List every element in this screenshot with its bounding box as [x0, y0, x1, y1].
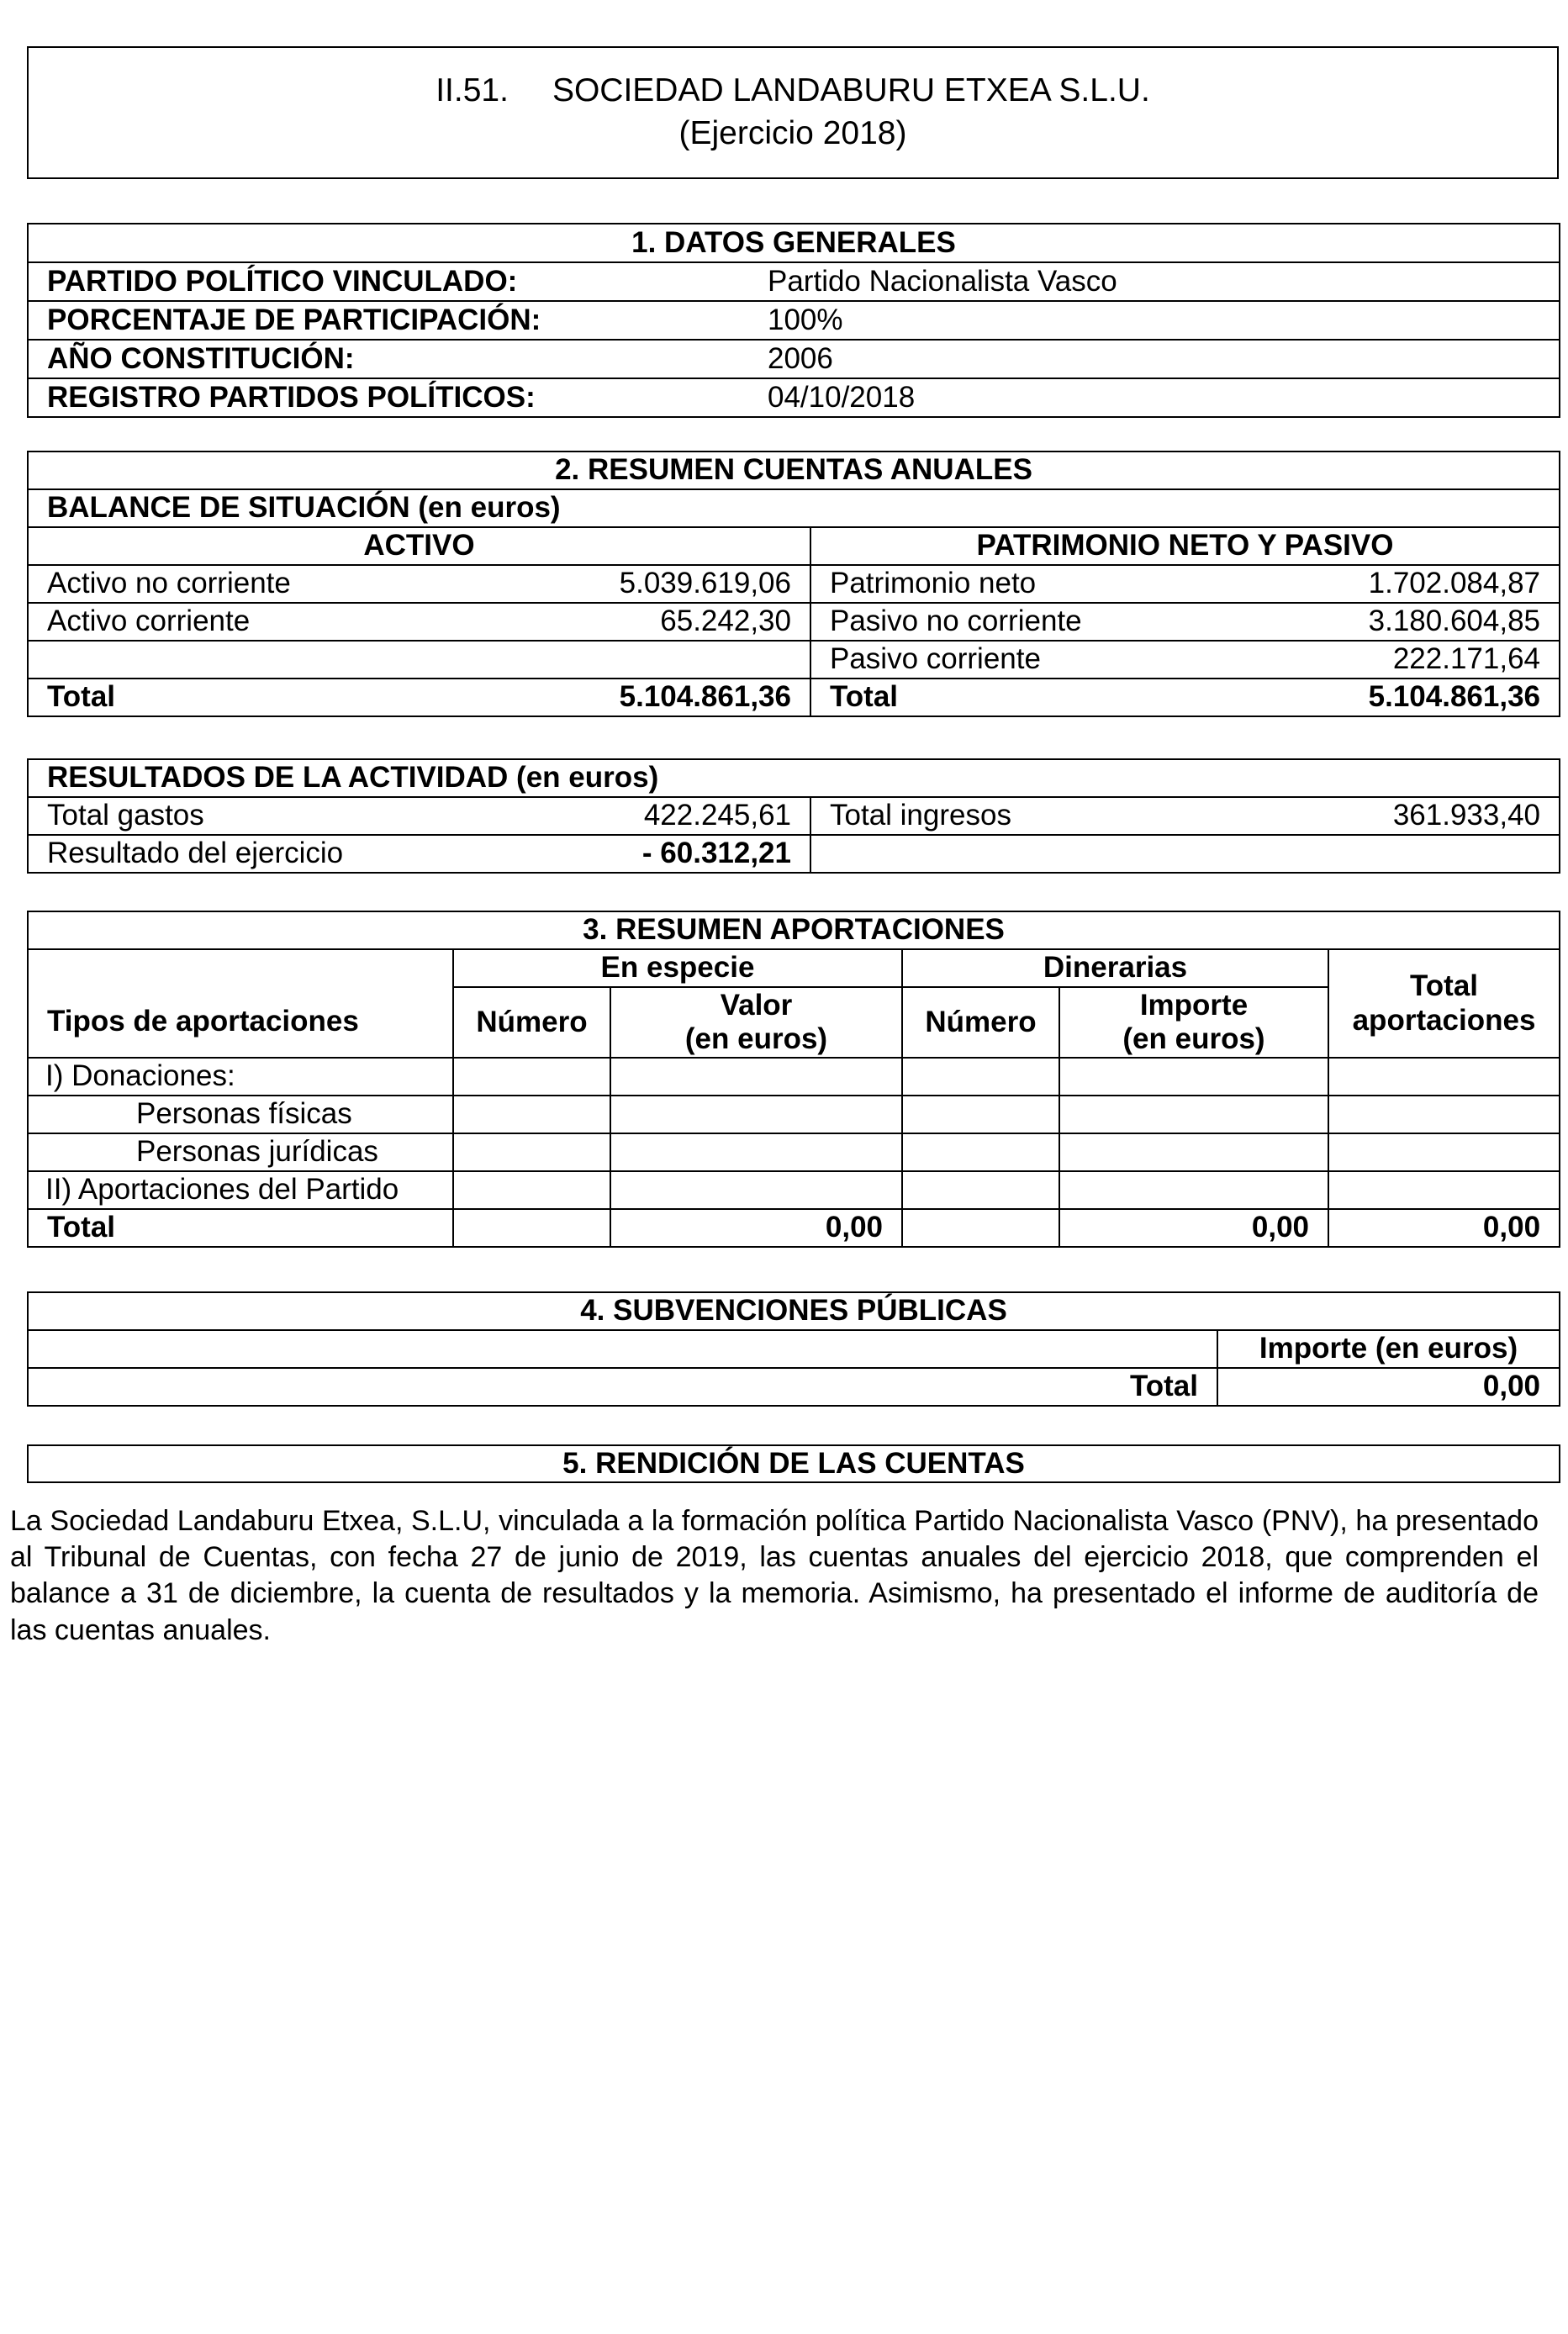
activo-value: 65.242,30 — [520, 603, 810, 641]
personas-juridicas-label: Personas jurídicas — [28, 1133, 453, 1171]
total-aportaciones-header: Total aportaciones — [1328, 949, 1560, 1058]
tipos-header: Tipos de aportaciones — [28, 987, 453, 1058]
section-number: II.51. — [436, 72, 509, 109]
empty-cell — [1059, 1058, 1328, 1096]
empty-cell — [610, 1058, 902, 1096]
pasivo-label: Pasivo corriente — [810, 641, 1323, 679]
aportaciones-total-label: Total — [28, 1209, 453, 1247]
ingresos-label: Total ingresos — [810, 797, 1323, 835]
empty-cell — [1059, 1096, 1328, 1133]
fiscal-year: (Ejercicio 2018) — [678, 115, 907, 151]
pasivo-value: 3.180.604,85 — [1323, 603, 1560, 641]
empty-cell — [610, 1096, 902, 1133]
resultado-value: - 60.312,21 — [520, 835, 810, 873]
empty-cell — [453, 1171, 610, 1209]
rendicion-title: 5. RENDICIÓN DE LAS CUENTAS — [28, 1445, 1560, 1482]
aportaciones-total-total: 0,00 — [1328, 1209, 1560, 1247]
resultado-label: Resultado del ejercicio — [28, 835, 520, 873]
empty-cell — [902, 1171, 1059, 1209]
empty-cell — [1328, 1133, 1560, 1171]
rendicion-table — [27, 1444, 1560, 1483]
empty-cell — [1328, 1171, 1560, 1209]
empty-cell — [610, 1133, 902, 1171]
valor-header: Valor (en euros) — [610, 987, 902, 1058]
resultados-table — [27, 758, 1560, 874]
especie-header: En especie — [453, 949, 902, 987]
aportaciones-partido-label: II) Aportaciones del Partido — [28, 1171, 453, 1209]
resultado-empty-cell — [810, 835, 1560, 873]
activo-value: 5.039.619,06 — [520, 565, 810, 603]
empty-cell — [1328, 1096, 1560, 1133]
porcentaje-label: PORCENTAJE DE PARTICIPACIÓN: — [28, 301, 749, 340]
activo-header: ACTIVO — [28, 527, 810, 565]
pasivo-header: PATRIMONIO NETO Y PASIVO — [810, 527, 1560, 565]
subvenciones-total-value: 0,00 — [1217, 1368, 1560, 1406]
donaciones-row-label: I) Donaciones: — [28, 1058, 453, 1096]
subvenciones-total-label: Total — [28, 1368, 1217, 1406]
paragraph-line: que comprenden el balance a 31 de diciembre, la cuenta de resultados y la memoria. Asimismo, ha presentado — [10, 1541, 1539, 1610]
importe-header: Importe (en euros) — [1059, 987, 1328, 1058]
balance-table — [27, 451, 1560, 717]
registro-label: REGISTRO PARTIDOS POLÍTICOS: — [28, 378, 749, 417]
partido-value: Partido Nacionalista Vasco — [749, 262, 1560, 301]
empty-cell — [902, 1096, 1059, 1133]
registro-value: 04/10/2018 — [749, 378, 1560, 417]
rendicion-paragraph — [10, 1503, 1539, 1649]
pasivo-label: Patrimonio neto — [810, 565, 1323, 603]
activo-value — [520, 641, 810, 679]
document-title — [436, 70, 1150, 113]
empty-cell — [1059, 1133, 1328, 1171]
empty-cell — [453, 1096, 610, 1133]
subvenciones-empty-cell — [28, 1330, 1217, 1368]
numero-dinerarias-header: Número — [902, 987, 1059, 1058]
empty-cell — [902, 1058, 1059, 1096]
gastos-label: Total gastos — [28, 797, 520, 835]
empty-cell — [453, 1209, 610, 1247]
empty-cell — [1059, 1171, 1328, 1209]
resultados-title: RESULTADOS DE LA ACTIVIDAD (en euros) — [28, 759, 1560, 797]
empty-cell — [453, 1058, 610, 1096]
pasivo-value: 222.171,64 — [1323, 641, 1560, 679]
activo-total-value: 5.104.861,36 — [520, 679, 810, 716]
activo-total-label: Total — [28, 679, 520, 716]
company-name: SOCIEDAD LANDABURU ETXEA S.L.U. — [552, 72, 1150, 109]
aportaciones-title: 3. RESUMEN APORTACIONES — [28, 911, 1560, 949]
empty-cell — [902, 1133, 1059, 1171]
aportaciones-total-valor: 0,00 — [610, 1209, 902, 1247]
empty-cell — [610, 1171, 902, 1209]
activo-label — [28, 641, 520, 679]
pasivo-total-label: Total — [810, 679, 1323, 716]
pasivo-label: Pasivo no corriente — [810, 603, 1323, 641]
dinerarias-header: Dinerarias — [902, 949, 1328, 987]
partido-label: PARTIDO POLÍTICO VINCULADO: — [28, 262, 749, 301]
empty-cell — [1328, 1058, 1560, 1096]
constitucion-value: 2006 — [749, 340, 1560, 378]
empty-cell — [453, 1133, 610, 1171]
numero-especie-header: Número — [453, 987, 610, 1058]
paragraph-line: presentado al Tribunal de Cuentas, con fecha 27 de junio de 2019, las cuentas anuales del ejercicio 2018, — [10, 1505, 1539, 1574]
constitucion-label: AÑO CONSTITUCIÓN: — [28, 340, 749, 378]
pasivo-value: 1.702.084,87 — [1323, 565, 1560, 603]
paragraph-line: La Sociedad Landaburu Etxea, S.L.U, vinculada a la formación política Partido Nacionalista Vasco (PNV), ha — [10, 1505, 1388, 1537]
datos-generales-table — [27, 223, 1560, 418]
gastos-value: 422.245,61 — [520, 797, 810, 835]
paragraph-line: el informe de auditoría de las cuentas anuales. — [10, 1577, 1539, 1646]
pasivo-total-value: 5.104.861,36 — [1323, 679, 1560, 716]
tipos-header-top — [28, 949, 453, 987]
document-title-box — [27, 46, 1559, 179]
importe-euros-header: Importe (en euros) — [1217, 1330, 1560, 1368]
balance-title: BALANCE DE SITUACIÓN (en euros) — [28, 489, 1560, 527]
activo-label: Activo no corriente — [28, 565, 520, 603]
subvenciones-table — [27, 1291, 1560, 1407]
porcentaje-value: 100% — [749, 301, 1560, 340]
datos-generales-title: 1. DATOS GENERALES — [28, 224, 1560, 262]
aportaciones-table — [27, 911, 1560, 1248]
empty-cell — [902, 1209, 1059, 1247]
personas-fisicas-label: Personas físicas — [28, 1096, 453, 1133]
activo-label: Activo corriente — [28, 603, 520, 641]
ingresos-value: 361.933,40 — [1323, 797, 1560, 835]
aportaciones-total-importe: 0,00 — [1059, 1209, 1328, 1247]
subvenciones-title: 4. SUBVENCIONES PÚBLICAS — [28, 1292, 1560, 1330]
cuentas-title: 2. RESUMEN CUENTAS ANUALES — [28, 451, 1560, 489]
